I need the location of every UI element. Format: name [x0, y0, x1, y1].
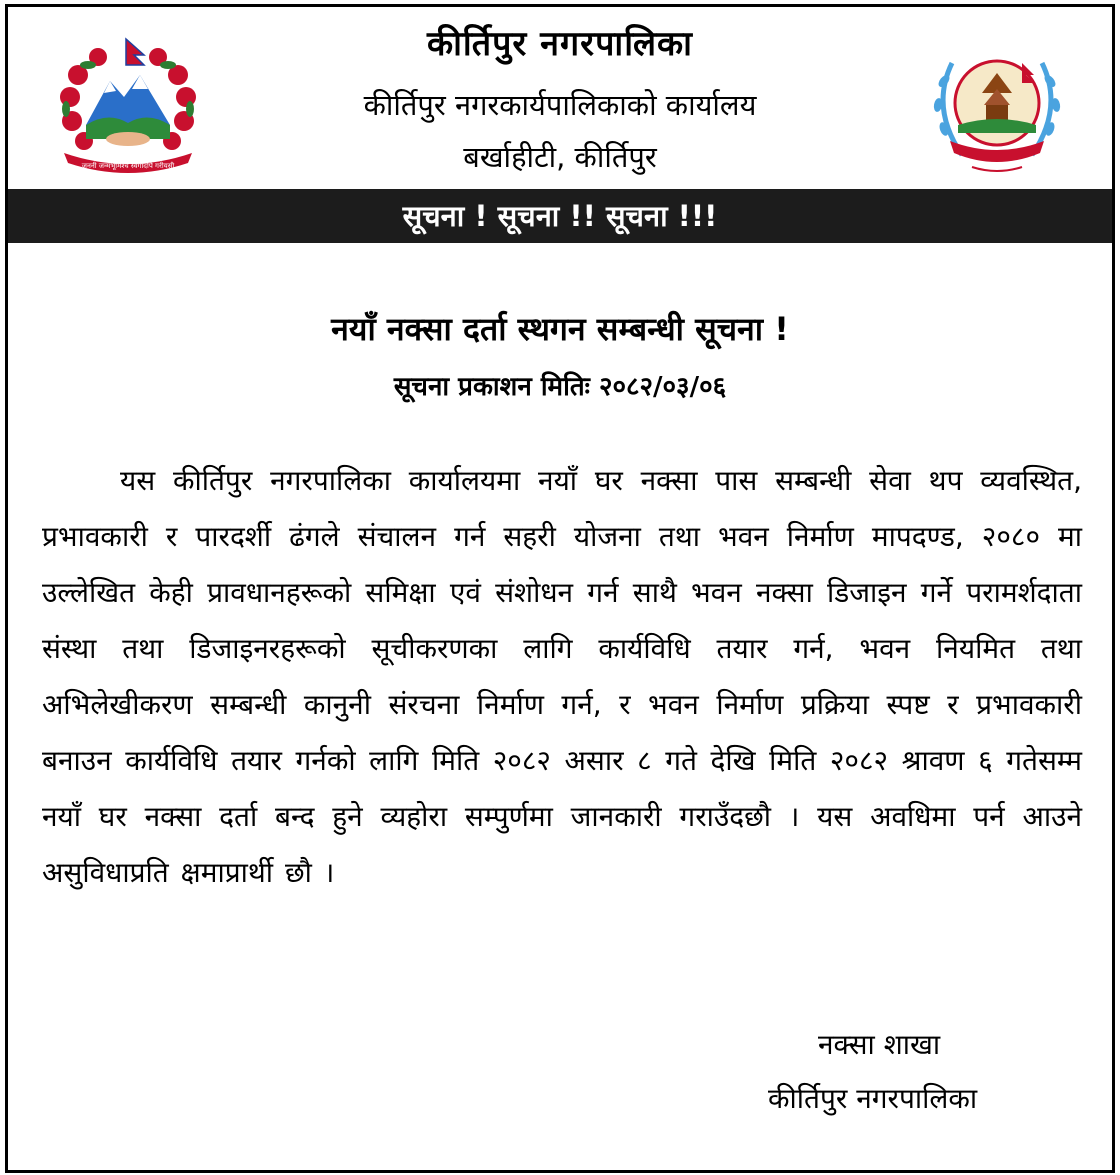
notice-body: यस कीर्तिपुर नगरपालिका कार्यालयमा नयाँ घर नक्सा पास सम्बन्धी सेवा थप व्यवस्थित, प्रभावकारी र पारदर्शी ढंगले संचालन गर्न सहरी योजना तथा भवन निर्माण मापदण्ड, २०८० मा उल्लेखित केही प्रावधानहरूको समिक्षा एवं संशोधन गर्न साथै भवन नक्सा डिजाइन गर्ने परामर्शदाता संस्था तथा डिजाइनरहरूको सूचीकरणका लागि कार्यविधि तयार गर्न, भवन नियमित तथा अभिलेखीकरण सम्बन्धी कानुनी संरचना निर्माण गर्न, र भवन निर्माण प्रक्रिया स्पष्ट र प्रभावकारी बनाउन कार्यविधि तयार गर्नको लागि मिति २०८२ असार ८ गते देखि मिति २०८२ श्रावण ६ गतेसम्म नयाँ घर नक्सा दर्ता बन्द हुने व्यहोरा सम्पुर्णमा जानकारी गराउँदछौ । यस अवधिमा पर्न आउने असुविधाप्रति क्षमाप्रार्थी छौ । [42, 464, 1082, 889]
header [8, 7, 1112, 189]
svg-text:जननी जन्मभूमिश्च स्वर्गादपि गर: जननी जन्मभूमिश्च स्वर्गादपि गरीयसी [81, 162, 175, 170]
kirtipur-logo-icon [922, 33, 1072, 183]
notice-banner: सूचना ! सूचना !! सूचना !!! [8, 189, 1112, 243]
municipality-title: कीर्तिपुर नगरपालिका [427, 24, 693, 64]
notice-frame [5, 4, 1115, 1173]
office-address: बर्खाहीटी, कीर्तिपुर [463, 140, 657, 174]
signature-municipality: कीर्तिपुर नगरपालिका [768, 1082, 978, 1115]
office-subtitle: कीर्तिपुर नगरकार्यपालिकाको कार्यालय [363, 88, 757, 122]
signature-department: नक्सा शाखा [818, 1028, 941, 1061]
notice-title: नयाँ नक्सा दर्ता स्थगन सम्बन्धी सूचना ! [331, 310, 789, 348]
notice-publish-date: सूचना प्रकाशन मितिः २०८२/०३/०६ [393, 372, 727, 402]
